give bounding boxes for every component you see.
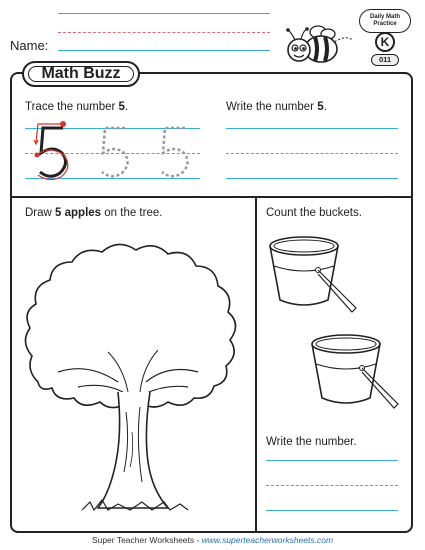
write-guide-mid xyxy=(226,153,398,154)
trace-prefix: Trace the number xyxy=(25,101,119,113)
write-answer-line[interactable] xyxy=(226,178,398,179)
worksheet-title xyxy=(22,61,140,87)
count-guide-top xyxy=(266,460,398,461)
write-number: 5 xyxy=(317,101,324,113)
count-instruction: Count the buckets. xyxy=(266,207,362,219)
name-guide-top xyxy=(58,13,270,14)
name-label: Name: xyxy=(10,38,49,53)
trace-number: 5 xyxy=(118,101,125,113)
trace-fives[interactable] xyxy=(25,115,200,185)
tree-drawing[interactable] xyxy=(18,232,250,528)
count-answer-line[interactable] xyxy=(266,510,398,511)
draw-prefix: Draw xyxy=(25,207,56,219)
draw-suffix: on the tree. xyxy=(101,207,163,219)
name-guide-mid xyxy=(58,32,270,33)
draw-bold: 5 apples xyxy=(55,207,102,219)
footer-text: Super Teacher Worksheets - xyxy=(91,535,202,545)
footer xyxy=(0,535,425,545)
write-suffix: . xyxy=(323,101,327,113)
write-prefix: Write the number xyxy=(226,101,318,113)
footer-link[interactable]: www.superteacherworksheets.com xyxy=(201,535,334,545)
draw-instruction xyxy=(25,207,162,219)
trace-instruction xyxy=(25,101,128,113)
trace-suffix: . xyxy=(124,101,129,113)
write-number-instruction: Write the number. xyxy=(266,436,357,448)
worksheet-number-badge: 011 xyxy=(371,54,399,66)
grade-badge: K xyxy=(375,32,395,52)
bee-icon xyxy=(283,22,363,70)
name-input-line[interactable] xyxy=(58,50,270,51)
bucket-icon-1 xyxy=(266,232,366,316)
bucket-icon-2 xyxy=(308,330,408,414)
section-divider-horizontal xyxy=(10,196,413,198)
write-instruction xyxy=(226,101,327,113)
title-text: Math Buzz xyxy=(41,65,121,82)
daily-math-badge: Daily Math Practice xyxy=(359,9,411,33)
count-guide-mid xyxy=(266,485,398,486)
write-guide-top xyxy=(226,128,398,129)
section-divider-vertical xyxy=(255,196,257,533)
